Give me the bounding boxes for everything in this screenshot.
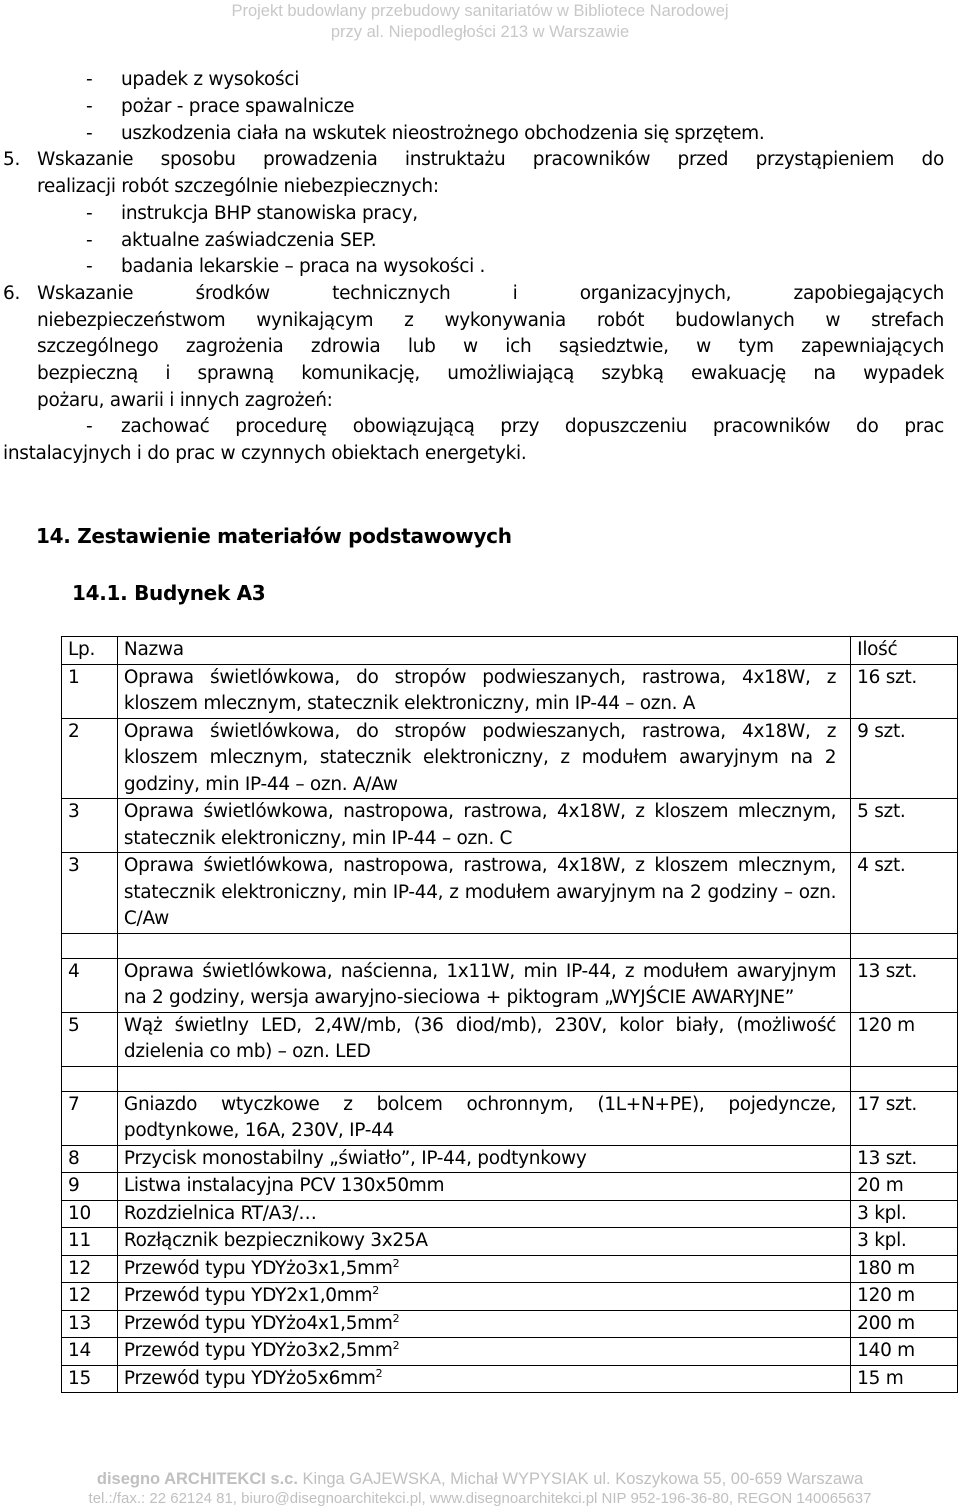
- cell-qty: [851, 1066, 958, 1091]
- cell-name-text: Przewód typu YDY2x1,0mm: [123, 1285, 373, 1306]
- cell-name: [117, 1200, 850, 1228]
- table-row: [62, 1255, 958, 1283]
- table-row: [62, 933, 958, 958]
- materials-table: [61, 636, 958, 1393]
- table-row: [62, 1091, 958, 1145]
- cell-lp: 15: [62, 1365, 118, 1393]
- cell-name: [117, 664, 850, 718]
- cell-qty: 180 m: [851, 1255, 958, 1283]
- cell-name-superscript: 2: [392, 1311, 400, 1325]
- cell-name: [117, 1283, 850, 1311]
- cell-name-text: Oprawa świetlówkowa, naścienna, 1x11W, min IP-44, z modułem awaryjnym na 2 godziny, wersja awaryjno-sieciowa + piktogram „WYJŚCIE AWARYJNE”: [123, 960, 837, 1008]
- table-row: [62, 1173, 958, 1201]
- cell-name-text: Oprawa świetlówkowa, do stropów podwieszanych, rastrowa, 4x18W, z kloszem mlecznym, statecznik elektroniczny, min IP-44 – ozn. A: [123, 666, 837, 714]
- cell-lp: 3: [62, 853, 118, 934]
- cell-lp: 7: [62, 1091, 118, 1145]
- table-row: [62, 1145, 958, 1173]
- footer-company: disegno ARCHITEKCI s.c.: [96, 1470, 298, 1488]
- table-row: [62, 1066, 958, 1091]
- cell-qty: 16 szt.: [851, 664, 958, 718]
- table-row: [62, 1283, 958, 1311]
- cell-lp: 10: [62, 1200, 118, 1228]
- footer-address: Kinga GAJEWSKA, Michał WYPYSIAK ul. Koszykowa 55, 00-659 Warszawa: [297, 1470, 864, 1488]
- item-5-line: Wskazanie sposobu prowadzenia instruktażu pracowników przed przystąpieniem do: [37, 149, 944, 170]
- cell-name: [117, 718, 850, 799]
- cell-qty: 5 szt.: [851, 799, 958, 853]
- cell-name: [117, 1255, 850, 1283]
- table-row: [62, 1228, 958, 1256]
- cell-name-text: Przewód typu YDYżo5x6mm: [123, 1367, 376, 1389]
- cell-qty: 120 m: [851, 1283, 958, 1311]
- header-qty: Ilość: [851, 637, 958, 665]
- cell-name: [117, 1310, 850, 1338]
- section-title: 14. Zestawienie materiałów podstawowych: [36, 524, 512, 548]
- cell-lp: 5: [62, 1012, 118, 1066]
- cell-lp: 13: [62, 1310, 118, 1338]
- cell-lp: 2: [62, 718, 118, 799]
- item-6-line: Wskazanie środków technicznych i organizacyjnych, zapobiegających: [37, 283, 944, 304]
- cell-name: [117, 1091, 850, 1145]
- cell-name: [117, 1012, 850, 1066]
- footer-line-1: [0, 1469, 960, 1489]
- table-row: [62, 1338, 958, 1366]
- cell-name-text: Oprawa świetlówkowa, nastropowa, rastrowa, 4x18W, z kloszem mlecznym, statecznik elektroniczny, min IP-44, z modułem awaryjnym na 2 godziny – ozn. C/Aw: [123, 855, 837, 929]
- cell-name-superscript: 2: [372, 1284, 379, 1297]
- cell-name-superscript: 2: [392, 1256, 400, 1270]
- cell-name-text: Przycisk monostabilny „światło”, IP-44, podtynkowy: [123, 1147, 587, 1169]
- cell-lp: 12: [62, 1283, 118, 1311]
- cell-qty: [851, 933, 958, 958]
- cell-lp: 8: [62, 1145, 118, 1173]
- table-row: [62, 853, 958, 934]
- cell-name: [117, 1338, 850, 1366]
- cell-name-text: Listwa instalacyjna PCV 130x50mm: [123, 1175, 445, 1196]
- header-project-title: Projekt budowlany przebudowy sanitariatów w Bibliotece Narodowej: [231, 2, 729, 20]
- cell-name: [117, 933, 850, 958]
- cell-name-text: Wąż świetlny LED, 2,4W/mb, (36 diod/mb), 230V, kolor biały, (możliwość dzielenia co mb) – ozn. LED: [123, 1014, 837, 1062]
- table-row: [62, 958, 958, 1012]
- table-header-row: [62, 637, 958, 665]
- page-header: [0, 0, 960, 44]
- item-6-line: bezpieczną i sprawną komunikację, umożliwiającą szybką ewakuację na wypadek: [37, 363, 944, 384]
- item-6-number: 6.: [3, 283, 21, 304]
- table-row: [62, 1012, 958, 1066]
- item-5-number: 5.: [3, 149, 21, 170]
- cell-qty: 13 szt.: [851, 1145, 958, 1173]
- cell-name: [117, 958, 850, 1012]
- cell-name-text: Przewód typu YDYżo4x1,5mm: [123, 1312, 393, 1334]
- cell-lp: [62, 1066, 118, 1091]
- cell-qty: 20 m: [851, 1173, 958, 1201]
- cell-lp: 4: [62, 958, 118, 1012]
- cell-lp: 14: [62, 1338, 118, 1366]
- cell-name-superscript: 2: [392, 1339, 400, 1352]
- subsection-title: 14.1. Budynek A3: [72, 581, 266, 605]
- cell-qty: 120 m: [851, 1012, 958, 1066]
- cell-lp: 9: [62, 1173, 118, 1201]
- cell-qty: 17 szt.: [851, 1091, 958, 1145]
- cell-name-text: Przewód typu YDYżo3x2,5mm: [123, 1340, 393, 1361]
- item-6-bullet-text: instalacyjnych i do prac w czynnych obiektach energetyki.: [3, 443, 527, 464]
- header-lp: Lp.: [62, 637, 118, 665]
- cell-name: [117, 1365, 850, 1393]
- table-row: [62, 1365, 958, 1393]
- cell-name: [117, 799, 850, 853]
- cell-lp: 3: [62, 799, 118, 853]
- cell-qty: 15 m: [851, 1365, 958, 1393]
- cell-name: [117, 1173, 850, 1201]
- header-project-address: przy al. Niepodległości 213 w Warszawie: [330, 23, 630, 41]
- table-row: [62, 1200, 958, 1228]
- item-6-line: szczególnego zagrożenia zdrowia lub w ich sąsiedztwie, w tym zapewniających: [37, 336, 944, 357]
- cell-qty: 200 m: [851, 1310, 958, 1338]
- header-name: Nazwa: [117, 637, 850, 665]
- cell-name: [117, 853, 850, 934]
- item-6-bullet-text: zachować procedurę obowiązującą przy dopuszczeniu pracowników do prac: [121, 416, 944, 437]
- cell-qty: 9 szt.: [851, 718, 958, 799]
- cell-lp: 1: [62, 664, 118, 718]
- cell-name-text: Przewód typu YDYżo3x1,5mm: [123, 1257, 393, 1279]
- table-row: [62, 718, 958, 799]
- cell-qty: 4 szt.: [851, 853, 958, 934]
- item-6-line: niebezpieczeństwom wynikającym z wykonywania robót budowlanych w strefach: [37, 310, 944, 331]
- item-6-line: pożaru, awarii i innych zagrożeń:: [37, 390, 333, 411]
- table-row: [62, 1310, 958, 1338]
- table-row: [62, 799, 958, 853]
- cell-name-superscript: 2: [375, 1366, 383, 1380]
- table-row: [62, 664, 958, 718]
- cell-qty: 140 m: [851, 1338, 958, 1366]
- cell-lp: 12: [62, 1255, 118, 1283]
- cell-qty: 3 kpl.: [851, 1200, 958, 1228]
- cell-name-text: Rozłącznik bezpiecznikowy 3x25A: [123, 1230, 428, 1251]
- cell-name: [117, 1145, 850, 1173]
- cell-lp: 11: [62, 1228, 118, 1256]
- cell-qty: 13 szt.: [851, 958, 958, 1012]
- footer-line-2: tel.:/fax.: 22 62124 81, biuro@disegnoarchitekci.pl, www.disegnoarchitekci.pl NIP 952-196-36-80, REGON 140065637: [88, 1490, 872, 1507]
- cell-name: [117, 1228, 850, 1256]
- cell-lp: [62, 933, 118, 958]
- cell-name-text: Gniazdo wtyczkowe z bolcem ochronnym, (1L+N+PE), pojedyncze, podtynkowe, 16A, 230V, IP-44: [123, 1093, 837, 1141]
- cell-name: [117, 1066, 850, 1091]
- item-5-line: realizacji robót szczególnie niebezpiecznych:: [37, 176, 439, 197]
- cell-name-text: Oprawa świetlówkowa, nastropowa, rastrowa, 4x18W, z kloszem mlecznym, statecznik elektroniczny, min IP-44 – ozn. C: [123, 801, 837, 849]
- cell-name-text: Oprawa świetlówkowa, do stropów podwieszanych, rastrowa, 4x18W, z kloszem mlecznym, statecznik elektroniczny, z modułem awaryjnym na 2 godziny, min IP-44 – ozn. A/Aw: [123, 720, 837, 795]
- cell-name-text: Rozdzielnica RT/A3/…: [123, 1202, 317, 1224]
- cell-qty: 3 kpl.: [851, 1228, 958, 1256]
